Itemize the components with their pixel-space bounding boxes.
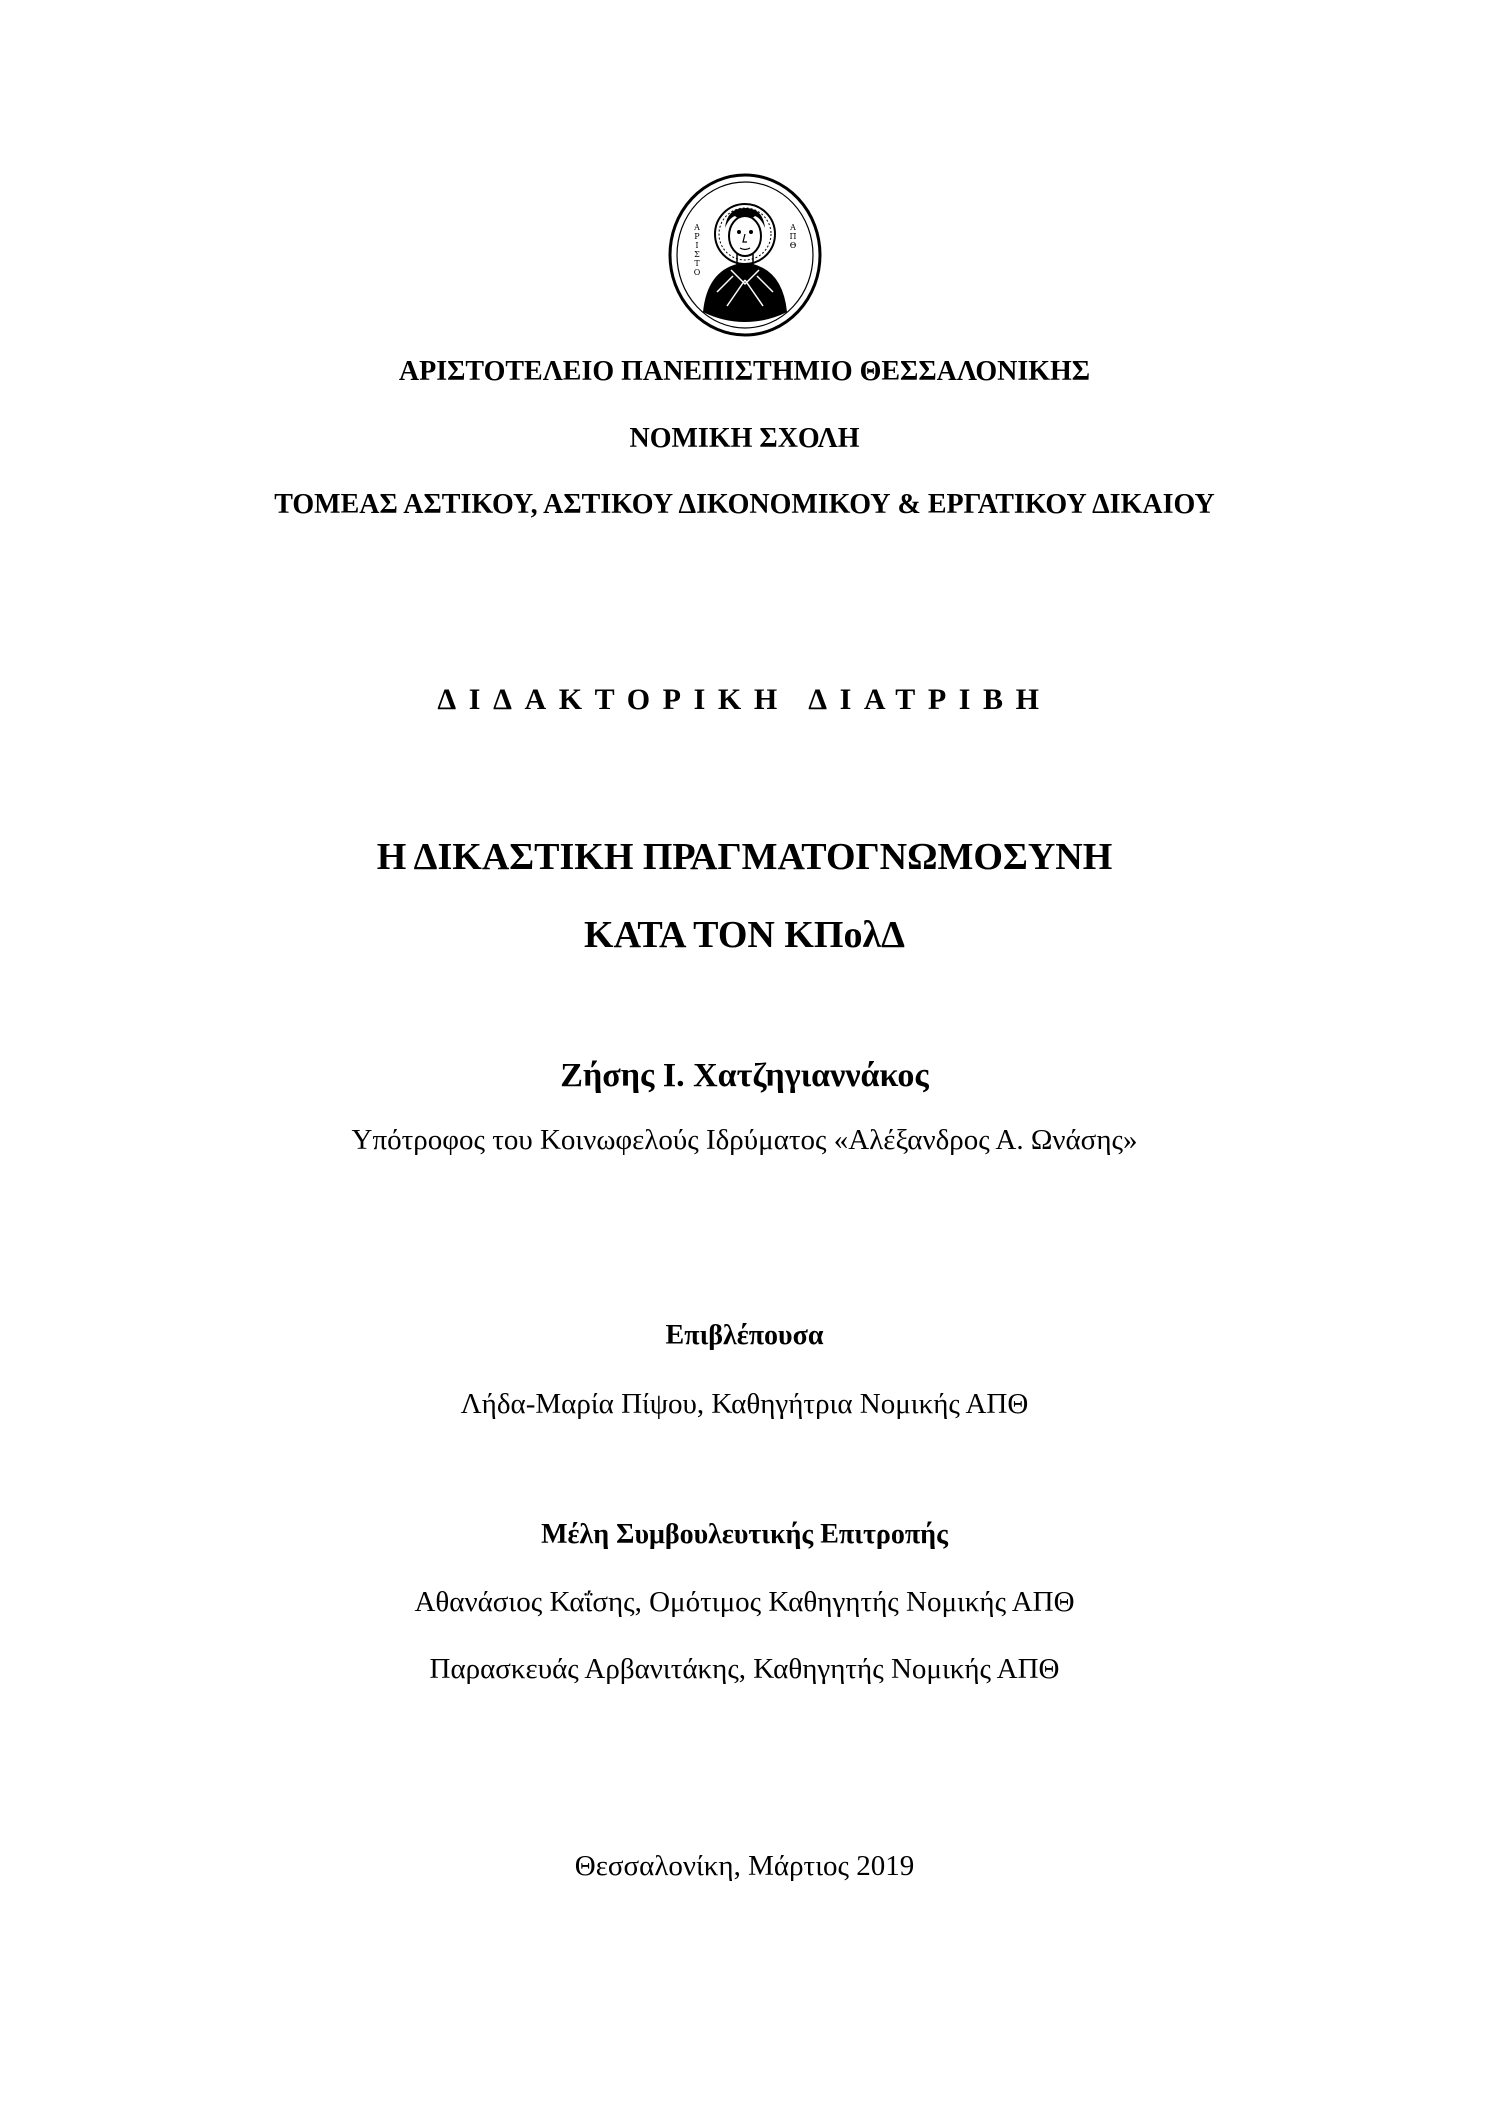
svg-text:Ο: Ο bbox=[693, 268, 701, 277]
svg-text:Θ: Θ bbox=[789, 241, 797, 250]
svg-text:Τ: Τ bbox=[694, 259, 700, 268]
department-name: ΤΟΜΕΑΣ ΑΣΤΙΚΟΥ, ΑΣΤΙΚΟΥ ΔΙΚΟΝΟΜΙΚΟΥ & ΕΡΓΑΤΙΚΟΥ ΔΙΚΑΙΟΥ bbox=[274, 489, 1215, 520]
supervisor-heading: Επιβλέπουσα bbox=[665, 1320, 824, 1351]
svg-text:Α: Α bbox=[790, 223, 796, 232]
author-note: Υπότροφος του Κοινωφελούς Ιδρύματος «Αλέξανδρος Α. Ωνάσης» bbox=[351, 1124, 1138, 1156]
svg-text:Π: Π bbox=[789, 232, 797, 241]
place-date: Θεσσαλονίκη, Μάρτιος 2019 bbox=[574, 1850, 915, 1882]
supervisor-name: Λήδα-Μαρία Πίψου, Καθηγήτρια Νομικής ΑΠΘ bbox=[460, 1388, 1029, 1420]
thesis-title-line-1: Η ΔΙΚΑΣΤΙΚΗ ΠΡΑΓΜΑΤΟΓΝΩΜΟΣΥΝΗ bbox=[376, 836, 1113, 878]
svg-text:Ι: Ι bbox=[695, 241, 699, 250]
university-seal-icon bbox=[667, 172, 823, 338]
university-name: ΑΡΙΣΤΟΤΕΛΕΙΟ ΠΑΝΕΠΙΣΤΗΜΙΟ ΘΕΣΣΑΛΟΝΙΚΗΣ bbox=[398, 356, 1091, 387]
committee-member: Παρασκευάς Αρβανιτάκης, Καθηγητής Νομικής ΑΠΘ bbox=[429, 1653, 1060, 1685]
thesis-title-line-2: ΚΑΤΑ ΤΟΝ ΚΠολΔ bbox=[584, 914, 905, 956]
svg-text:Σ: Σ bbox=[694, 250, 700, 259]
school-name: ΝΟΜΙΚΗ ΣΧΟΛΗ bbox=[629, 423, 860, 454]
committee-heading: Μέλη Συμβουλευτικής Επιτροπής bbox=[541, 1519, 948, 1550]
author-name: Ζήσης Ι. Χατζηγιαννάκος bbox=[560, 1057, 929, 1094]
committee-member: Αθανάσιος Καΐσης, Ομότιμος Καθηγητής Νομικής ΑΠΘ bbox=[414, 1586, 1075, 1618]
svg-text:Ρ: Ρ bbox=[694, 232, 700, 241]
document-type: ΔΙΔΑΚΤΟΡΙΚΗ ΔΙΑΤΡΙΒΗ bbox=[437, 683, 1052, 716]
svg-text:Α: Α bbox=[694, 223, 700, 232]
